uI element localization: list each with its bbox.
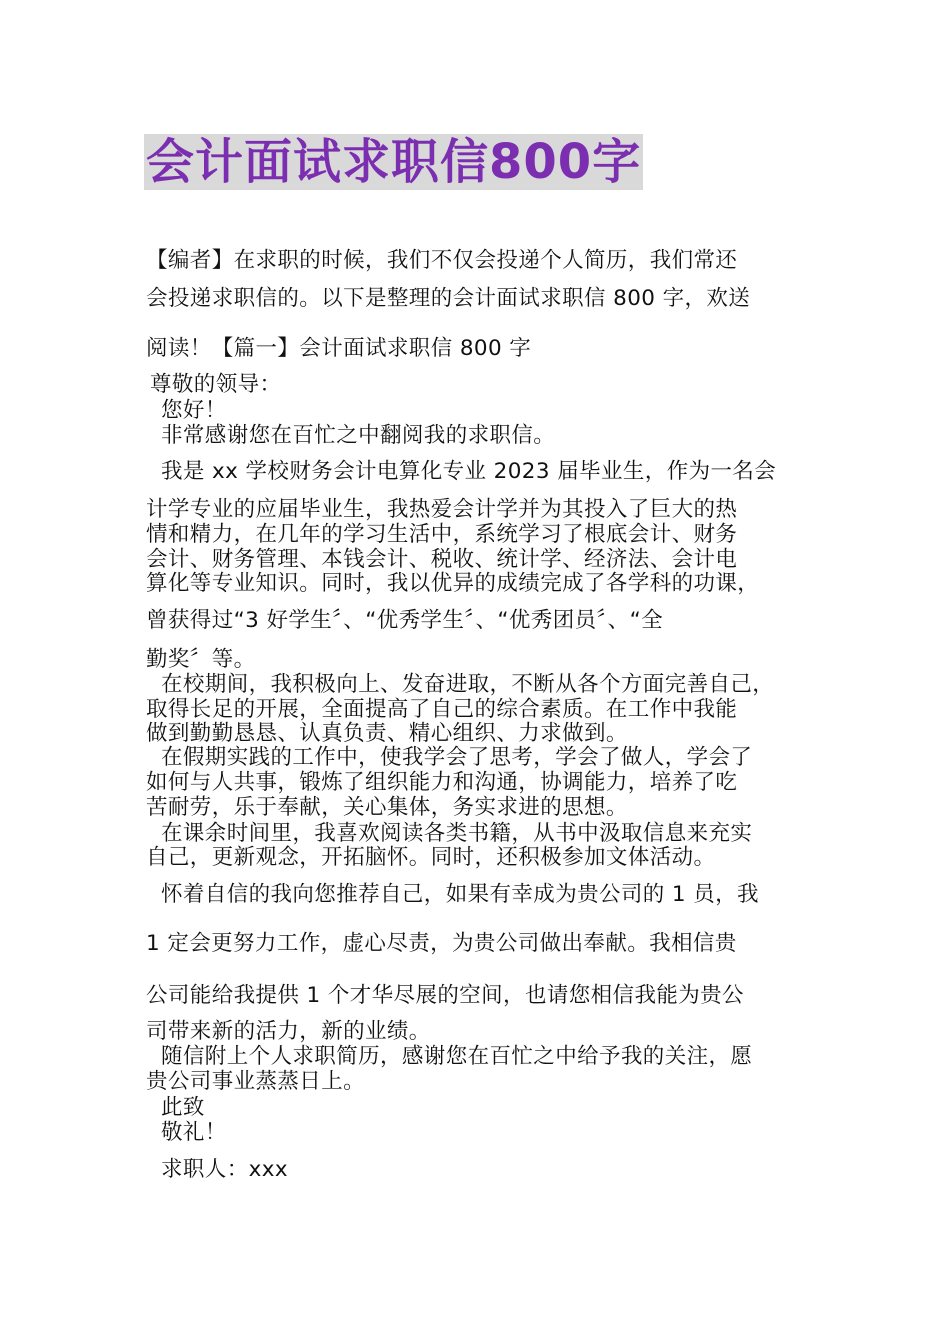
text-line: 会计、财务管理、本钱会计、税收、统计学、经济法、会计电	[146, 547, 738, 572]
text-line: 阅读！【篇一】会计面试求职信 800 字	[146, 336, 532, 361]
text-line: 情和精力，在几年的学习生活中，系统学习了根底会计、财务	[146, 522, 738, 547]
text-line: 在假期实践的工作中，使我学会了思考，学会了做人，学会了	[161, 745, 753, 770]
text-line: 非常感谢您在百忙之中翻阅我的求职信。	[161, 423, 556, 448]
text-line: 计学专业的应届毕业生，我热爱会计学并为其投入了巨大的热	[146, 497, 738, 522]
document-title: 会计面试求职信800字	[146, 134, 642, 190]
text-line: 公司能给我提供 1 个才华尽展的空间，也请您相信我能为贵公	[146, 983, 744, 1008]
text-line: 怀着自信的我向您推荐自己，如果有幸成为贵公司的 1 员，我	[161, 882, 759, 907]
text-line: 随信附上个人求职简历，感谢您在百忙之中给予我的关注，愿	[161, 1044, 753, 1069]
text-line: 做到勤勤恳恳、认真负责、精心组织、力求做到。	[146, 721, 628, 746]
text-line: 勤奖〞等。	[146, 647, 256, 672]
text-line: 1 定会更努力工作，虚心尽责，为贵公司做出奉献。我相信贵	[146, 931, 737, 956]
closing-line: 敬礼！	[161, 1120, 227, 1145]
text-line: 算化等专业知识。同时，我以优异的成绩完成了各学科的功课，	[146, 571, 760, 596]
text-line: 曾获得过“3 好学生〞、“优秀学生〞、“优秀团员〞、“全	[146, 608, 664, 633]
signature-line: 求职人：xxx	[161, 1157, 288, 1182]
text-line: 司带来新的活力，新的业绩。	[146, 1019, 431, 1044]
text-line: 贵公司事业蒸蒸日上。	[146, 1069, 366, 1094]
salutation: 尊敬的领导：	[150, 372, 282, 397]
text-line: 如何与人共事，锻炼了组织能力和沟通，协调能力，培养了吃	[146, 770, 738, 795]
text-line: 会投递求职信的。以下是整理的会计面试求职信 800 字，欢送	[146, 286, 751, 311]
text-line: 自己，更新观念，开拓脑怀。同时，还积极参加文体活动。	[146, 845, 716, 870]
text-line: 我是 xx 学校财务会计电算化专业 2023 届毕业生，作为一名会	[161, 459, 777, 484]
text-line: 在课余时间里，我喜欢阅读各类书籍，从书中汲取信息来充实	[161, 821, 753, 846]
text-line: 苦耐劳，乐于奉献，关心集体，务实求进的思想。	[146, 795, 628, 820]
text-line: 在校期间，我积极向上、发奋进取，不断从各个方面完善自己，	[161, 672, 775, 697]
greeting: 您好！	[161, 398, 227, 423]
text-line: 取得长足的开展，全面提高了自己的综合素质。在工作中我能	[146, 697, 738, 722]
text-line: 【编者】在求职的时候，我们不仅会投递个人简历，我们常还	[146, 248, 738, 273]
closing-line: 此致	[161, 1095, 205, 1120]
